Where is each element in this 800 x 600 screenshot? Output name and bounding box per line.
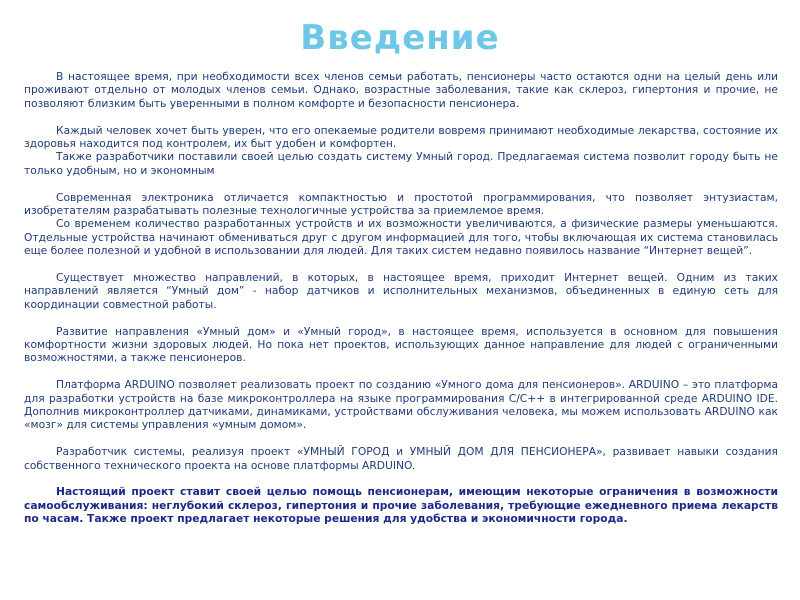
paragraph-arduino-platform: Платформа ARDUINO позволяет реализовать проект по созданию «Умного дома для пенсионеров». ARDUINO – это платформа для разработки устройств на базе микроконтроллера на языке программирования C/C++ в интегрированной среде ARDUINO IDE. Дополнив микроконтроллер датчиками, динамиками, устройствами обслуживания человека, мы можем использовать ARDUINO как «мозг» для системы управления «умным домом». bbox=[24, 378, 778, 432]
slide-body bbox=[24, 70, 778, 526]
paragraph-development: Развитие направления «Умный дом» и «Умный город», в настоящее время, используется в основном для повышения комфортности жизни здоровых людей. Но пока нет проектов, использующих данное направление для людей с ограниченными возможностями, а также пенсионеров. bbox=[24, 324, 778, 365]
paragraph-intro: В настоящее время, при необходимости всех членов семьи работать, пенсионеры часто остаются одни на целый день или проживают отдельно от молодых членов семьи. Однако, возрастные заболевания, такие как склероз, гипертония и прочие, не позволяют близким быть уверенными в полном комфорте и безопасности пенсионера. bbox=[24, 70, 778, 110]
paragraph-smart-city-goal: Также разработчики поставили своей целью создать систему Умный город. Предлагаемая система позволит городу быть не только удобным, но и экономным bbox=[24, 150, 778, 177]
paragraph-modern-electronics: Современная электроника отличается компактностью и простотой программирования, что позволяет энтузиастам, изобретателям разрабатывать полезные технологичные устройства за приемлемое время. bbox=[24, 190, 778, 218]
page-title: Введение bbox=[300, 18, 500, 58]
paragraph-smart-home: Существует множество направлений, в которых, в настоящее время, приходит Интернет вещей. Одним из таких направлений является “Умный дом” - набор датчиков и исполнительных механизмов, объединенных в единую сеть для координации совместной работы. bbox=[24, 271, 778, 311]
paragraph-developer-skills: Разработчик системы, реализуя проект «УМНЫЙ ГОРОД и УМНЫЙ ДОМ ДЛЯ ПЕНСИОНЕРА», развивает навыки создания собственного технического проекта на основе платформы ARDUINO. bbox=[24, 445, 778, 472]
paragraph-project-goal: Настоящий проект ставит своей целью помощь пенсионерам, имеющим некоторые ограничения в возможности самообслуживания: неглубокий склероз, гипертония и прочие заболевания, требующие ежедневного приема лекарств по часам. Также проект предлагает некоторые решения для удобства и экономичности города. bbox=[24, 485, 778, 526]
paragraph-parents-care: Каждый человек хочет быть уверен, что его опекаемые родители вовремя принимают необходимые лекарства, состояние их здоровья находится под контролем, их быт удобен и комфортен. bbox=[24, 123, 778, 151]
paragraph-internet-of-things: Со временем количество разработанных устройств и их возможности увеличиваются, а физические размеры уменьшаются. Отдельные устройства начинают обмениваться друг с другом информацией для того, чтобы включающая их система становилась еще более полезной и удобной в использовании для людей. Для таких систем недавно появилось название “Интернет вещей”. bbox=[24, 217, 778, 258]
